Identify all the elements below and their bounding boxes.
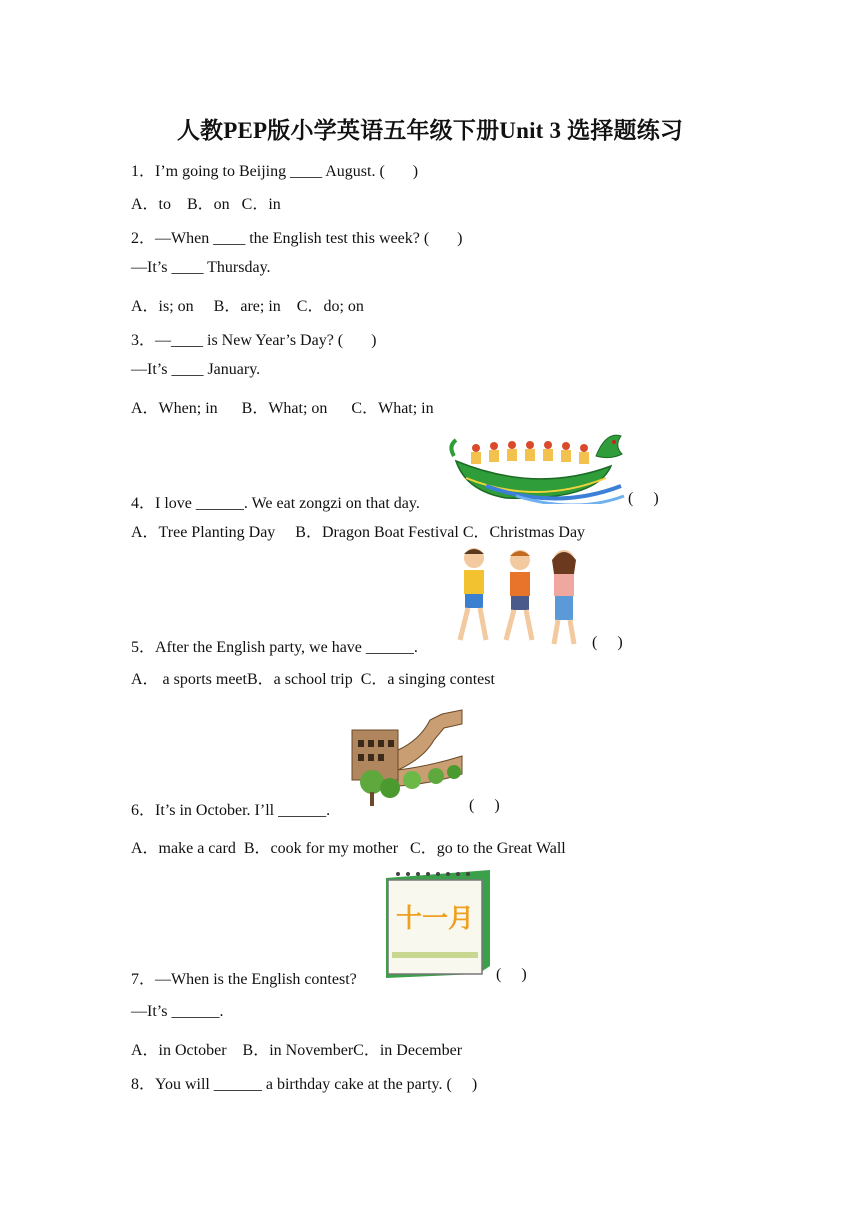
question-2-reply: —It’s ____ Thursday. — [131, 259, 271, 276]
answer-blank-5: ( ) — [592, 634, 623, 651]
options-2: A．is; on B．are; in C．do; on — [131, 298, 364, 315]
options-4: A．Tree Planting Day B．Dragon Boat Festival C．Christmas Day — [131, 524, 586, 541]
page-title: 人教PEP版小学英语五年级下册Unit 3 选择题练习 — [176, 118, 684, 143]
question-2: 2．—When ____ the English test this week? ( ) — [131, 230, 463, 247]
answer-blank-7: ( ) — [496, 966, 527, 983]
great-wall-image — [350, 700, 466, 808]
options-5: A． a sports meetB．a school trip C．a singing contest — [131, 671, 495, 688]
question-3-reply: —It’s ____ January. — [131, 361, 261, 378]
question-1: 1．I’m going to Beijing ____ August. ( ) — [131, 163, 419, 180]
question-6: 6．It’s in October. I’ll ______. — [131, 802, 331, 819]
kids-running-image — [446, 544, 584, 650]
options-6: A．make a card B．cook for my mother C．go to the Great Wall — [131, 840, 566, 857]
question-7: 7．—When is the English contest? — [131, 971, 357, 988]
question-5: 5．After the English party, we have ______. — [131, 639, 418, 656]
question-3: 3．—____ is New Year’s Day? ( ) — [131, 332, 377, 349]
question-8: 8．You will ______ a birthday cake at the party. ( ) — [131, 1076, 478, 1093]
options-3: A．When; in B．What; on C．What; in — [131, 400, 434, 417]
options-7: A．in October B．in NovemberC．in December — [131, 1042, 463, 1059]
question-7-reply: —It’s ______. — [131, 1003, 224, 1020]
calendar-month-text: 十一月 — [395, 904, 474, 934]
dragon-boat-image — [446, 416, 628, 504]
question-4: 4．I love ______. We eat zongzi on that day. — [131, 495, 420, 512]
options-1: A．to B．on C．in — [131, 196, 281, 213]
calendar-image — [378, 866, 494, 982]
answer-blank-4: ( ) — [628, 490, 659, 507]
answer-blank-6: ( ) — [469, 797, 500, 814]
